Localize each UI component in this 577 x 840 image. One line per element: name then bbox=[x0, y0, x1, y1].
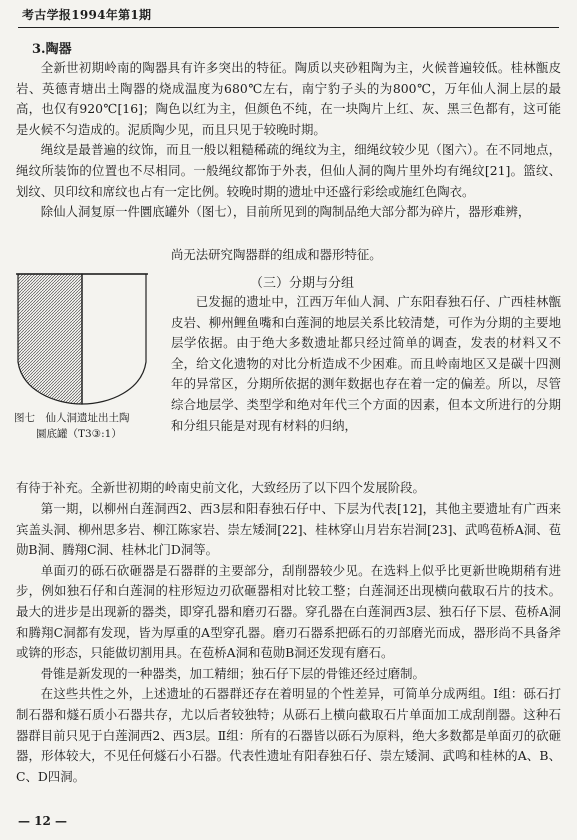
paragraph-continuation: 有待于补充。全新世初期的岭南史前文化，大致经历了以下四个发展阶段。 bbox=[16, 480, 425, 495]
paragraph: 在这些共性之外，上述遗址的石器群还存在着明显的个性差异，可简单分成两组。Ⅰ组：砾石打制石器和燧石质小石器共存，尤以后者较独特；从砾石上横向截取石片单面加工成刮削器。这种石器群目前只见于白莲洞西2、西3层。Ⅱ组：所有的石器皆以砾石为原料，绝大多数都是单面刃的砍砸器，形体较大，不见任何燧石小石器。代表性遗址有阳春独石仔、崇左矮洞、武鸣和桂林的A、B、C、D四洞。 bbox=[16, 686, 561, 784]
page-number: — 12 — bbox=[18, 814, 68, 828]
paragraphs-bottom bbox=[16, 499, 561, 787]
paragraph-right-tail bbox=[171, 245, 561, 266]
figure-caption-line: 图七 仙人洞遗址出土陶 bbox=[14, 412, 130, 424]
journal-header: 考古学报1994年第1期 bbox=[22, 8, 152, 22]
paragraph-continuation: 尚无法研究陶器群的组成和器形特征。 bbox=[171, 247, 382, 262]
paragraph: 单面刃的砾石砍砸器是石器群的主要部分，刮削器较少见。在选料上似乎比更新世晚期稍有进步，例如独石仔和白莲洞的柱形短边刃砍砸器相对比较工整；白莲洞还出现横向截取石片的技术。最大的进步是出现新的器类，即穿孔器和磨刃石器。穿孔器在白莲洞西3层、独石仔下层、苞桥A洞和腾翔C洞都有发现，皆为厚重的A型穿孔器。磨刃石器系把砾石的刃部磨光而成，器形尚不具备斧或锛的形态，只能做切割用具。在苞桥A洞和苞勋B洞还发现有磨石。 bbox=[16, 562, 561, 661]
paragraph: 全新世初期岭南的陶器具有许多突出的特征。陶质以夹砂粗陶为主，火候普遍较低。桂林甑皮岩、英德青塘出土陶器的烧成温度为680℃左右，南宁豹子头的为800℃，万年仙人洞上层的最高，也仅有920℃[16]；陶色以红为主，但颜色不纯，在一块陶片上红、灰、黑三色都有，这可能是火候不匀造成的。泥质陶少见，而且只见于较晚时期。 bbox=[16, 60, 561, 137]
pottery-jar-drawing bbox=[12, 258, 152, 408]
figure-caption bbox=[14, 410, 164, 442]
paragraph: 骨锥是新发现的一种器类，加工精细；独石仔下层的骨锥还经过磨制。 bbox=[40, 665, 425, 681]
subsection-title: （三）分期与分组 bbox=[250, 276, 355, 291]
paragraph: 已发掘的遗址中，江西万年仙人洞、广东阳春独石仔、广西桂林甑皮岩、柳州鲤鱼嘴和白莲洞的地层关系比较清楚，可作为分期的主要地层学依据。由于绝大多数遗址都只经过简单的调查，发表的材料又不全，给文化遗物的对比分析造成不少困难。而且岭南地区又是碳十四测年的异常区，分期所依据的测年数据也存在着一定的偏差。所以，尽管综合地层学、类型学和绝对年代三个方面的因素，但本文所进行的分期和分组只能是对现有材料的归纳， bbox=[171, 294, 561, 433]
section-title: 3.陶器 bbox=[32, 42, 72, 57]
paragraphs-top bbox=[16, 58, 561, 223]
header-rule bbox=[18, 27, 559, 28]
paragraph-after-figure bbox=[16, 478, 561, 499]
paragraph: 除仙人洞复原一件圜底罐外（图七），目前所见到的陶制品绝大部分都为碎片，器形难辨， bbox=[40, 204, 531, 220]
paragraphs-right bbox=[171, 292, 561, 436]
figure-caption-line: 圜底罐（T3③:1） bbox=[36, 428, 122, 440]
paragraph: 第一期，以柳州白莲洞西2、西3层和阳春独石仔中、下层为代表[12]，其他主要遗址有广西来宾盖头洞、柳州思多岩、柳江陈家岩、崇左矮洞[22]、桂林穿山月岩东岩洞[23]、武鸣苞桥A洞、苞勋B洞、腾翔C洞、桂林北门D洞等。 bbox=[16, 501, 561, 558]
paragraph: 绳纹是最普遍的纹饰，而且一般以粗糙稀疏的绳纹为主，细绳纹较少见（图六）。在不同地点，绳纹所装饰的位置也不尽相同。一般绳纹都饰于外表，但仙人洞的陶片里外均有绳纹[21]。篮纹、划纹、贝印纹和席纹也占有一定比例。较晚时期的遗址中还盛行彩绘或施红色陶衣。 bbox=[16, 142, 561, 199]
